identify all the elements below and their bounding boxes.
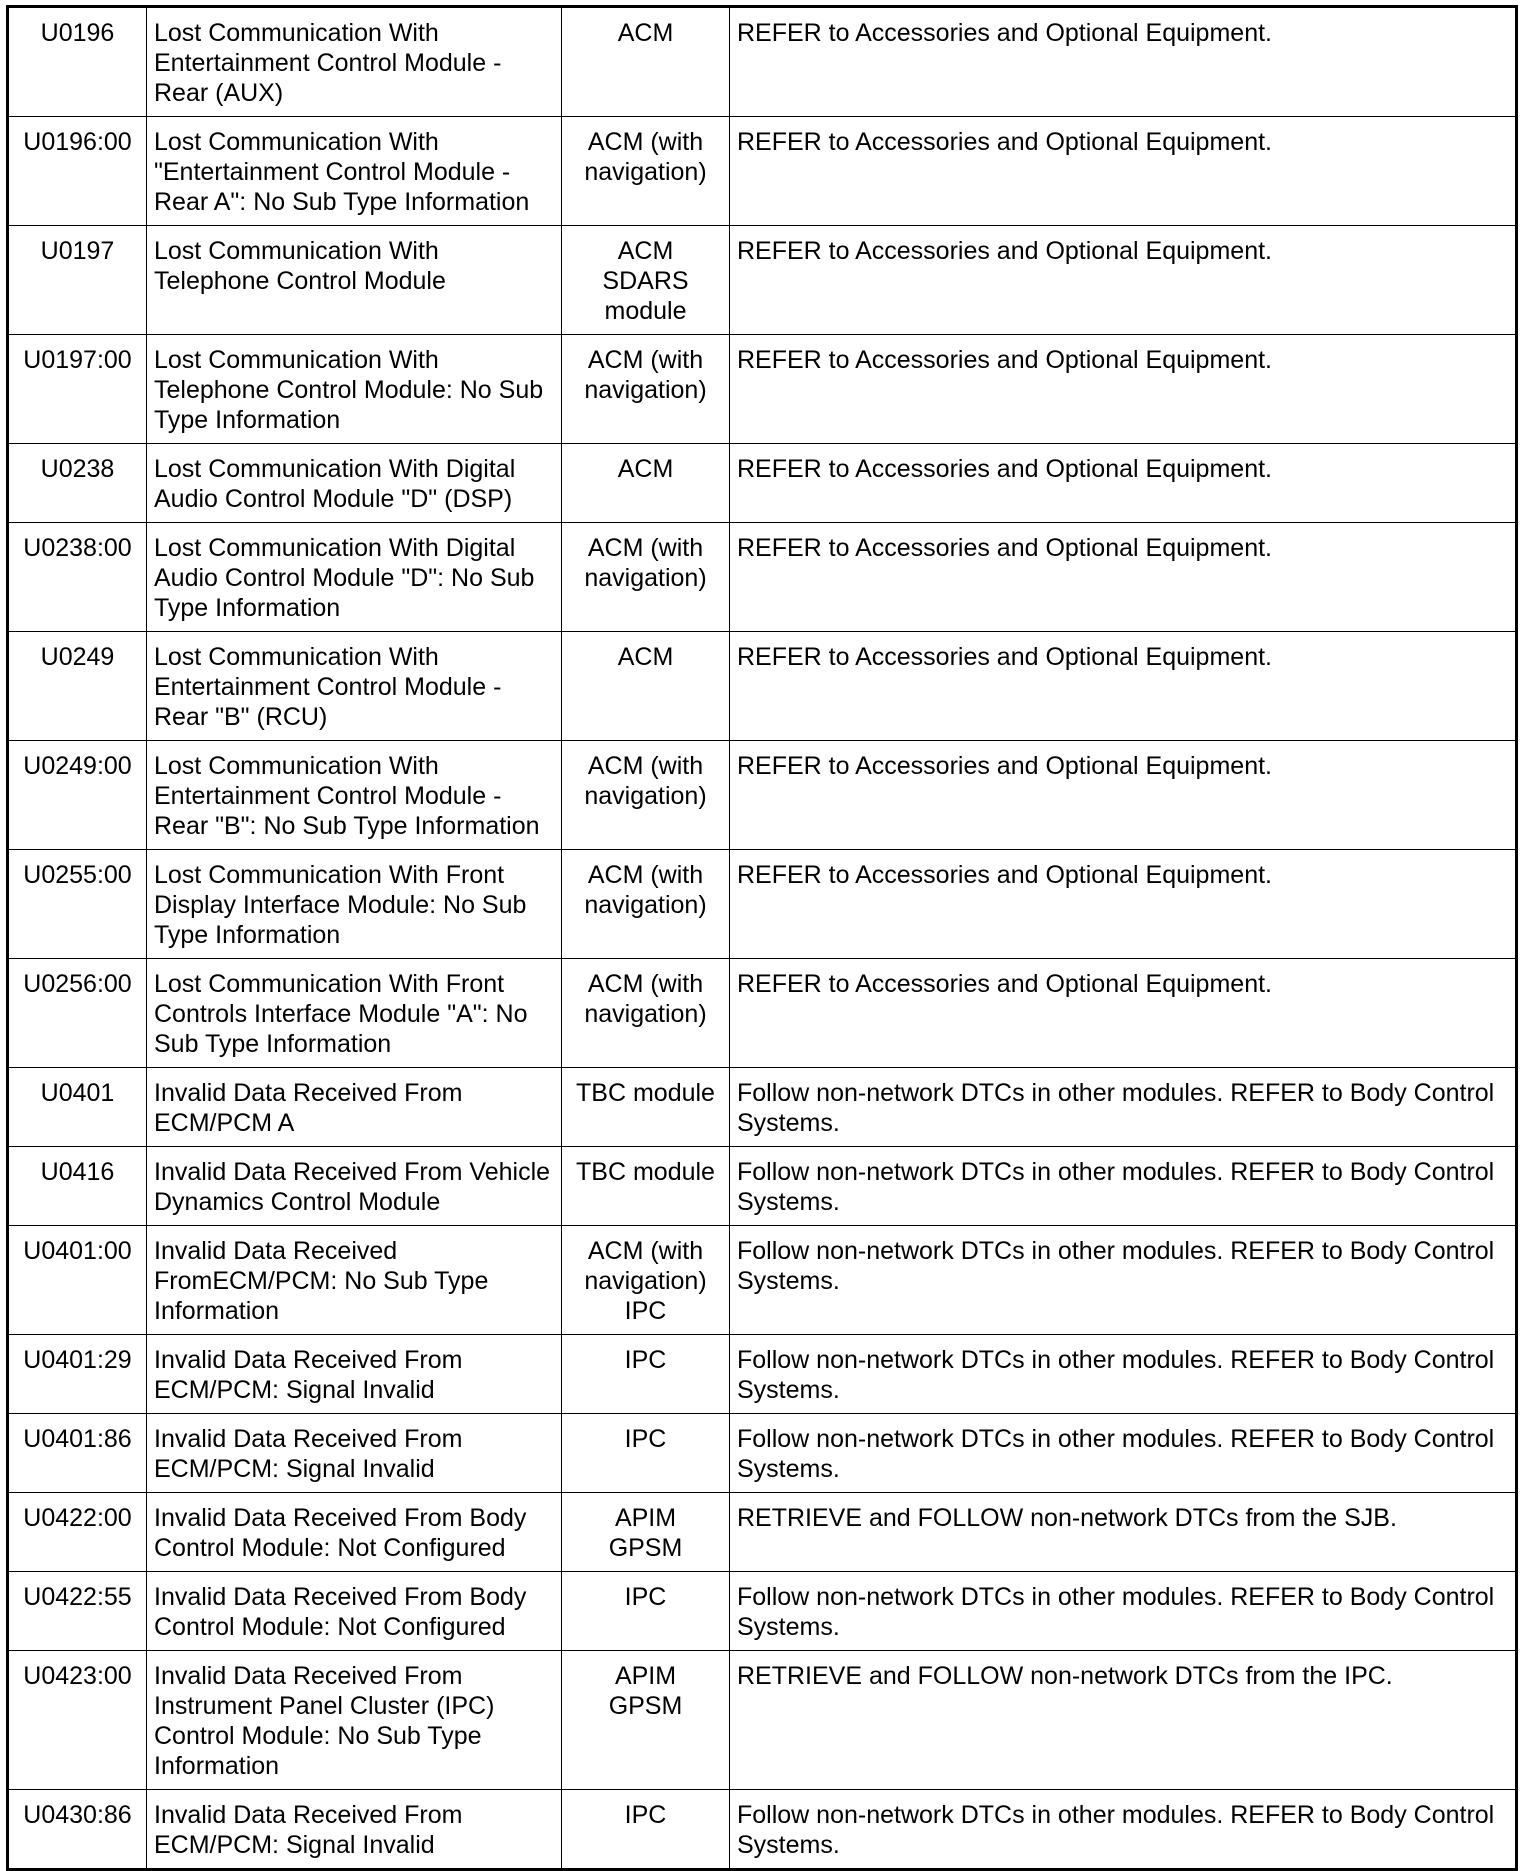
dtc-code-cell: U0197:00 bbox=[8, 335, 147, 444]
dtc-description-cell: Lost Communication With Telephone Control Module bbox=[147, 226, 562, 335]
dtc-action-cell: REFER to Accessories and Optional Equipment. bbox=[730, 7, 1517, 117]
table-row bbox=[8, 335, 1517, 444]
table-row bbox=[8, 1335, 1517, 1414]
dtc-action-cell: RETRIEVE and FOLLOW non-network DTCs from the IPC. bbox=[730, 1651, 1517, 1790]
module-line: ACM bbox=[617, 237, 674, 265]
table-row bbox=[8, 523, 1517, 632]
dtc-action-cell: REFER to Accessories and Optional Equipment. bbox=[730, 850, 1517, 959]
table-row bbox=[8, 959, 1517, 1068]
table-row bbox=[8, 7, 1517, 117]
dtc-description-cell: Lost Communication With "Entertainment Control Module - Rear A": No Sub Type Information bbox=[147, 117, 562, 226]
dtc-code-cell: U0196 bbox=[8, 7, 147, 117]
dtc-module-cell bbox=[562, 1147, 730, 1226]
dtc-code-cell: U0401:29 bbox=[8, 1335, 147, 1414]
table-row bbox=[8, 741, 1517, 850]
dtc-description-cell: Invalid Data Received From Body Control Module: Not Configured bbox=[147, 1572, 562, 1651]
dtc-description-cell: Invalid Data Received From ECM/PCM: Signal Invalid bbox=[147, 1414, 562, 1493]
module-line: navigation) bbox=[584, 1267, 707, 1295]
dtc-module-cell bbox=[562, 1493, 730, 1572]
dtc-code-cell: U0238:00 bbox=[8, 523, 147, 632]
dtc-action-cell: REFER to Accessories and Optional Equipment. bbox=[730, 741, 1517, 850]
module-line: GPSM bbox=[608, 1692, 683, 1720]
dtc-code-cell: U0422:00 bbox=[8, 1493, 147, 1572]
dtc-description-cell: Lost Communication With Digital Audio Control Module "D": No Sub Type Information bbox=[147, 523, 562, 632]
dtc-action-cell: REFER to Accessories and Optional Equipment. bbox=[730, 117, 1517, 226]
module-line: APIM bbox=[614, 1504, 677, 1532]
dtc-action-cell: Follow non-network DTCs in other modules. REFER to Body Control Systems. bbox=[730, 1414, 1517, 1493]
dtc-code-cell: U0401 bbox=[8, 1068, 147, 1147]
module-line: navigation) bbox=[584, 158, 707, 186]
module-line: APIM bbox=[614, 1662, 677, 1690]
module-line: navigation) bbox=[584, 1000, 707, 1028]
module-line: IPC bbox=[624, 1425, 667, 1453]
dtc-module-cell bbox=[562, 959, 730, 1068]
dtc-code-cell: U0430:86 bbox=[8, 1790, 147, 1870]
table-row bbox=[8, 850, 1517, 959]
dtc-description-cell: Lost Communication With Entertainment Control Module - Rear "B" (RCU) bbox=[147, 632, 562, 741]
dtc-action-cell: REFER to Accessories and Optional Equipment. bbox=[730, 335, 1517, 444]
dtc-code-cell: U0401:00 bbox=[8, 1226, 147, 1335]
dtc-module-cell bbox=[562, 1572, 730, 1651]
dtc-module-cell bbox=[562, 1335, 730, 1414]
dtc-module-cell bbox=[562, 1651, 730, 1790]
dtc-description-cell: Lost Communication With Telephone Control Module: No Sub Type Information bbox=[147, 335, 562, 444]
dtc-code-cell: U0423:00 bbox=[8, 1651, 147, 1790]
dtc-module-cell bbox=[562, 741, 730, 850]
module-line: ACM bbox=[617, 19, 674, 47]
dtc-description-cell: Invalid Data Received From Vehicle Dynamics Control Module bbox=[147, 1147, 562, 1226]
module-line: IPC bbox=[624, 1801, 667, 1829]
table-row bbox=[8, 117, 1517, 226]
dtc-module-cell bbox=[562, 850, 730, 959]
dtc-code-cell: U0196:00 bbox=[8, 117, 147, 226]
module-line: ACM (with bbox=[587, 970, 704, 998]
module-line: SDARS bbox=[602, 267, 689, 295]
table-row bbox=[8, 1414, 1517, 1493]
module-line: ACM (with bbox=[587, 861, 704, 889]
dtc-description-cell: Lost Communication With Front Display Interface Module: No Sub Type Information bbox=[147, 850, 562, 959]
table-row bbox=[8, 1493, 1517, 1572]
dtc-action-cell: Follow non-network DTCs in other modules. REFER to Body Control Systems. bbox=[730, 1068, 1517, 1147]
table-row bbox=[8, 1147, 1517, 1226]
dtc-description-cell: Invalid Data Received From Body Control Module: Not Configured bbox=[147, 1493, 562, 1572]
dtc-action-cell: Follow non-network DTCs in other modules. REFER to Body Control Systems. bbox=[730, 1335, 1517, 1414]
dtc-module-cell bbox=[562, 632, 730, 741]
module-line: navigation) bbox=[584, 782, 707, 810]
dtc-description-cell: Invalid Data Received FromECM/PCM: No Sub Type Information bbox=[147, 1226, 562, 1335]
dtc-action-cell: REFER to Accessories and Optional Equipment. bbox=[730, 226, 1517, 335]
dtc-action-cell: RETRIEVE and FOLLOW non-network DTCs from the SJB. bbox=[730, 1493, 1517, 1572]
dtc-action-cell: Follow non-network DTCs in other modules. REFER to Body Control Systems. bbox=[730, 1790, 1517, 1870]
dtc-module-cell bbox=[562, 226, 730, 335]
dtc-action-cell: REFER to Accessories and Optional Equipment. bbox=[730, 523, 1517, 632]
table-row bbox=[8, 1572, 1517, 1651]
module-line: TBC module bbox=[576, 1158, 715, 1186]
dtc-module-cell bbox=[562, 523, 730, 632]
table-row bbox=[8, 226, 1517, 335]
dtc-code-cell: U0256:00 bbox=[8, 959, 147, 1068]
dtc-code-cell: U0422:55 bbox=[8, 1572, 147, 1651]
dtc-action-cell: REFER to Accessories and Optional Equipment. bbox=[730, 632, 1517, 741]
dtc-module-cell bbox=[562, 117, 730, 226]
module-line: IPC bbox=[624, 1297, 667, 1325]
dtc-module-cell bbox=[562, 1414, 730, 1493]
dtc-code-cell: U0249:00 bbox=[8, 741, 147, 850]
dtc-action-cell: Follow non-network DTCs in other modules. REFER to Body Control Systems. bbox=[730, 1147, 1517, 1226]
module-line: navigation) bbox=[584, 891, 707, 919]
table-row bbox=[8, 1790, 1517, 1870]
dtc-code-cell: U0197 bbox=[8, 226, 147, 335]
dtc-module-cell bbox=[562, 1790, 730, 1870]
dtc-code-cell: U0401:86 bbox=[8, 1414, 147, 1493]
dtc-action-cell: Follow non-network DTCs in other modules. REFER to Body Control Systems. bbox=[730, 1226, 1517, 1335]
dtc-table-body bbox=[8, 7, 1517, 1870]
module-line: ACM (with bbox=[587, 1237, 704, 1265]
table-row bbox=[8, 1651, 1517, 1790]
module-line: IPC bbox=[624, 1583, 667, 1611]
dtc-code-cell: U0249 bbox=[8, 632, 147, 741]
module-line: ACM (with bbox=[587, 346, 704, 374]
module-line: ACM bbox=[617, 455, 674, 483]
module-line: navigation) bbox=[584, 564, 707, 592]
dtc-description-cell: Lost Communication With Digital Audio Control Module "D" (DSP) bbox=[147, 444, 562, 523]
dtc-module-cell bbox=[562, 7, 730, 117]
module-line: ACM bbox=[617, 643, 674, 671]
module-line: TBC module bbox=[576, 1079, 715, 1107]
dtc-module-cell bbox=[562, 335, 730, 444]
module-line: module bbox=[604, 297, 687, 325]
dtc-code-cell: U0255:00 bbox=[8, 850, 147, 959]
dtc-action-cell: REFER to Accessories and Optional Equipment. bbox=[730, 959, 1517, 1068]
dtc-table bbox=[6, 5, 1518, 1871]
dtc-module-cell bbox=[562, 444, 730, 523]
dtc-description-cell: Invalid Data Received From ECM/PCM: Signal Invalid bbox=[147, 1335, 562, 1414]
table-row bbox=[8, 1068, 1517, 1147]
dtc-module-cell bbox=[562, 1068, 730, 1147]
dtc-description-cell: Lost Communication With Entertainment Control Module - Rear (AUX) bbox=[147, 7, 562, 117]
dtc-action-cell: Follow non-network DTCs in other modules. REFER to Body Control Systems. bbox=[730, 1572, 1517, 1651]
dtc-description-cell: Lost Communication With Entertainment Control Module - Rear "B": No Sub Type Information bbox=[147, 741, 562, 850]
dtc-description-cell: Lost Communication With Front Controls Interface Module "A": No Sub Type Information bbox=[147, 959, 562, 1068]
table-row bbox=[8, 444, 1517, 523]
dtc-sheet bbox=[6, 5, 1515, 1871]
dtc-module-cell bbox=[562, 1226, 730, 1335]
table-row bbox=[8, 1226, 1517, 1335]
module-line: ACM (with bbox=[587, 752, 704, 780]
dtc-description-cell: Invalid Data Received From Instrument Panel Cluster (IPC) Control Module: No Sub Type Information bbox=[147, 1651, 562, 1790]
module-line: ACM (with bbox=[587, 128, 704, 156]
dtc-code-cell: U0238 bbox=[8, 444, 147, 523]
module-line: IPC bbox=[624, 1346, 667, 1374]
table-row bbox=[8, 632, 1517, 741]
dtc-code-cell: U0416 bbox=[8, 1147, 147, 1226]
module-line: ACM (with bbox=[587, 534, 704, 562]
module-line: GPSM bbox=[608, 1534, 683, 1562]
dtc-description-cell: Invalid Data Received From ECM/PCM A bbox=[147, 1068, 562, 1147]
module-line: navigation) bbox=[584, 376, 707, 404]
dtc-description-cell: Invalid Data Received From ECM/PCM: Signal Invalid bbox=[147, 1790, 562, 1870]
dtc-action-cell: REFER to Accessories and Optional Equipment. bbox=[730, 444, 1517, 523]
